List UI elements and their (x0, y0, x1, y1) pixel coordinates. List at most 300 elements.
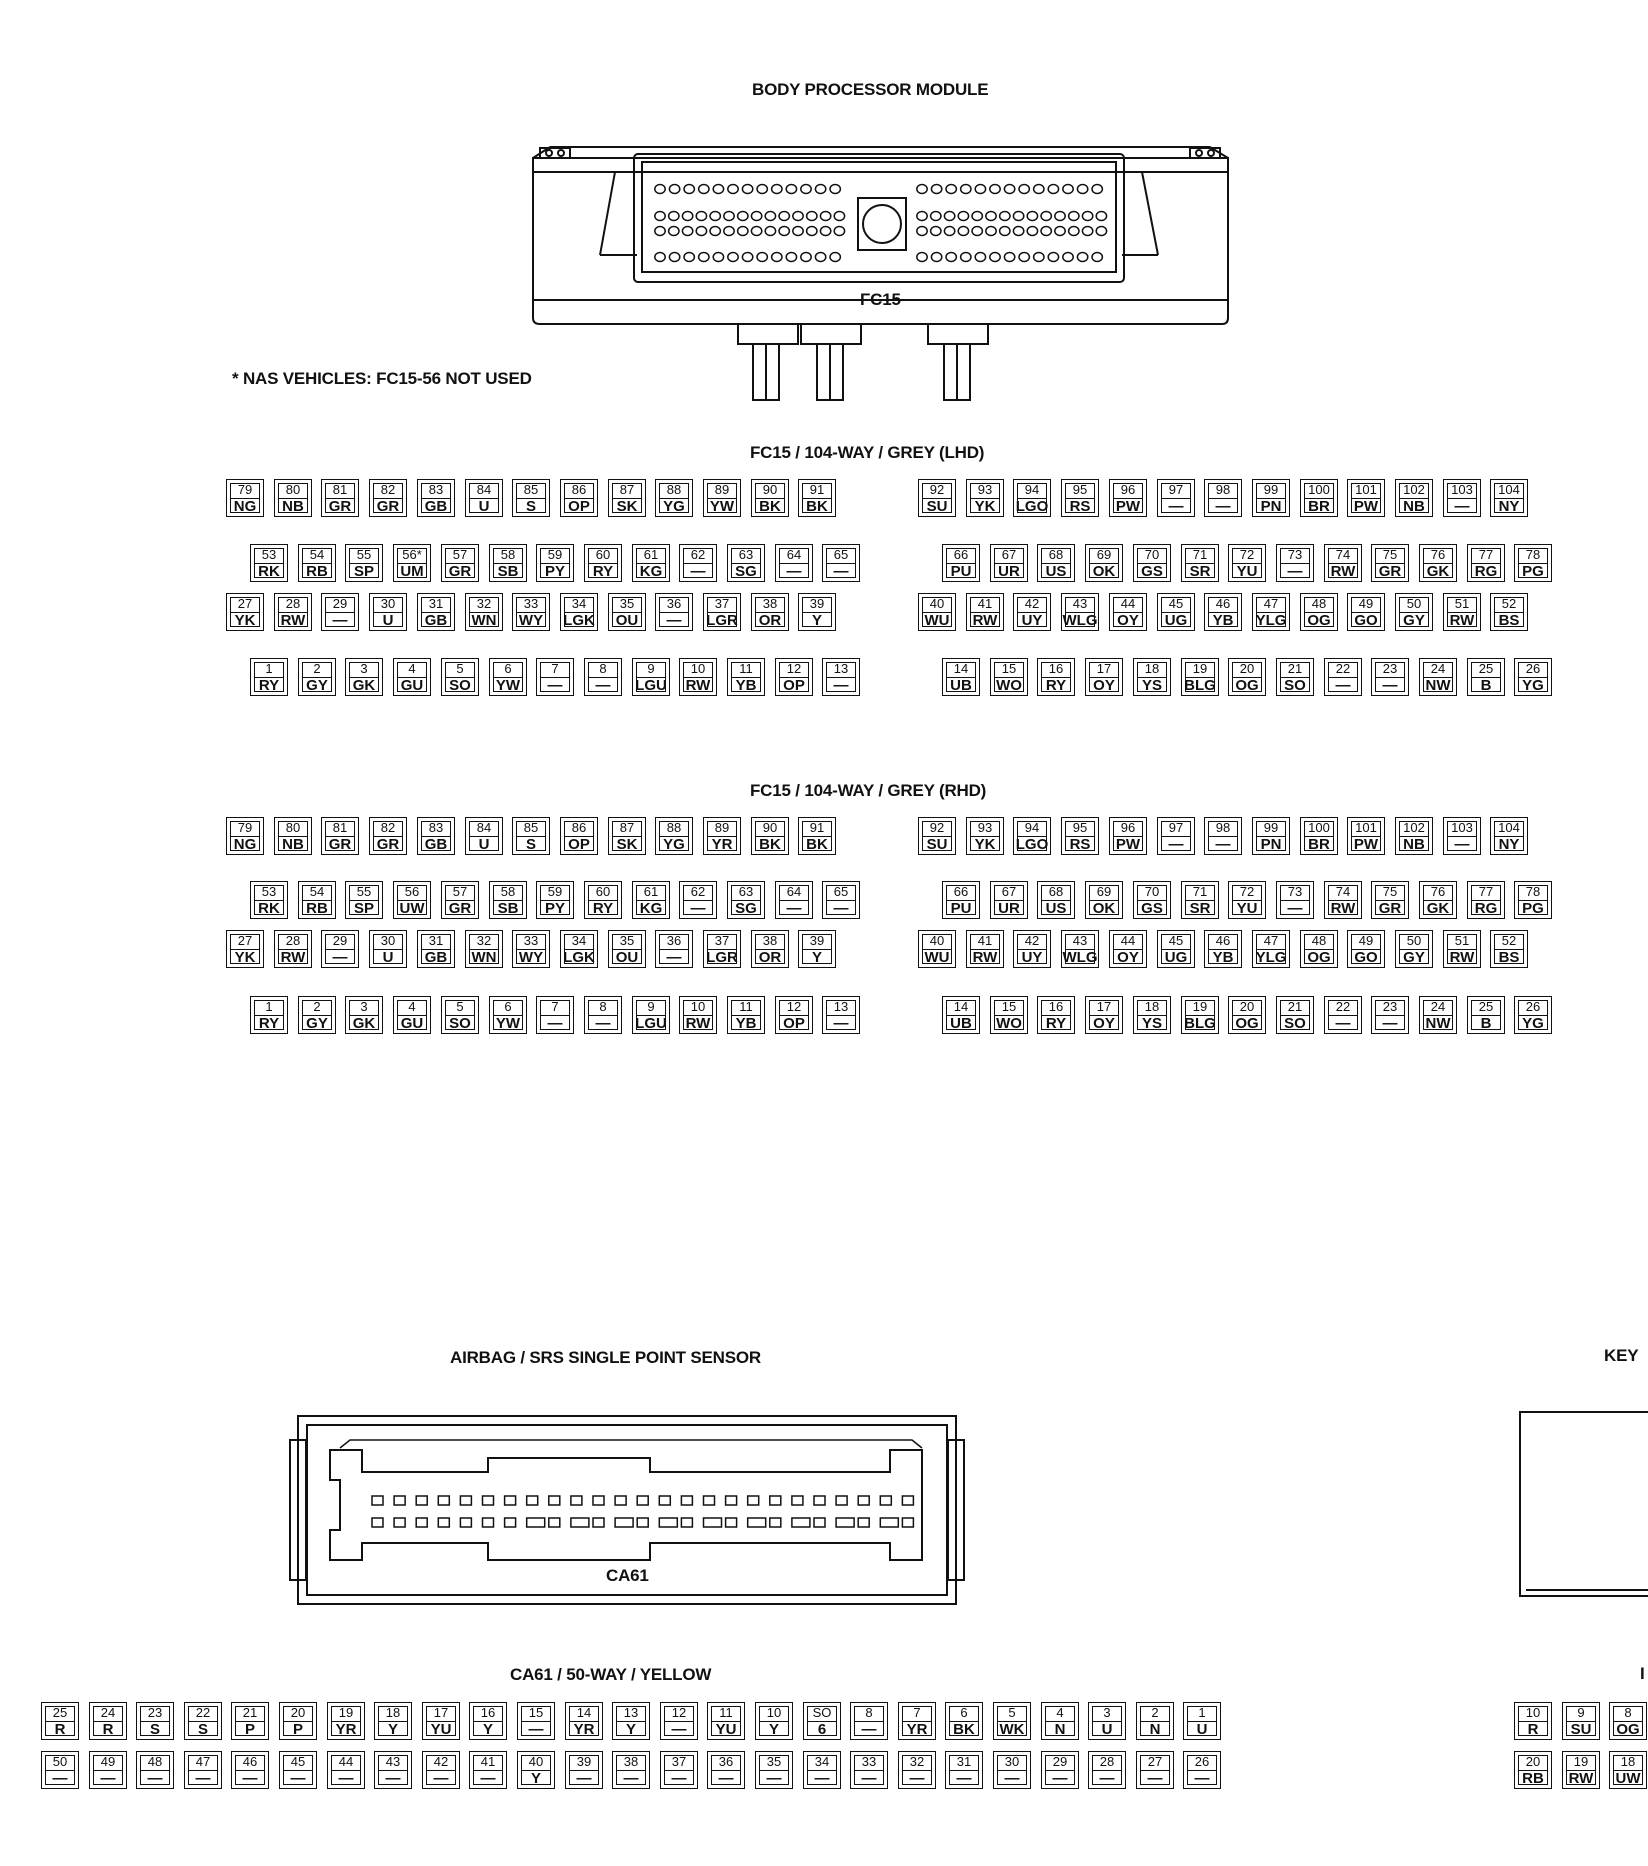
pin-cell (918, 817, 956, 855)
connector-pin-hole (958, 212, 968, 221)
pin-number: 96 (1120, 820, 1136, 835)
connector-pin-hole (1048, 185, 1058, 194)
pin-cell (369, 817, 407, 855)
pin-number: 12 (786, 661, 802, 676)
pin-cell (1204, 593, 1242, 631)
pin-cell (422, 1702, 460, 1740)
pin-number: 65 (833, 884, 849, 899)
pin-wire-color: WY (518, 949, 544, 966)
pin-wire-color: U (382, 949, 394, 966)
pin-wire-color: RW (280, 949, 306, 966)
pin-number: 32 (476, 933, 492, 948)
pin-cell (584, 996, 622, 1034)
pin-wire-color: — (1004, 1770, 1020, 1787)
pin-number: 39 (576, 1754, 592, 1769)
pin-wire-color: SO (449, 1015, 471, 1032)
connector-pin-hole (681, 1518, 692, 1527)
pin-wire-color: SK (616, 498, 638, 515)
pin-wire-color: OP (568, 498, 590, 515)
pin-cell (374, 1702, 412, 1740)
pin-number: 37 (714, 596, 730, 611)
pin-number: 31 (428, 596, 444, 611)
connector-pin-hole (1013, 227, 1023, 236)
pin-number: 56 (404, 884, 420, 899)
pin-wire-color: BLG (1184, 1015, 1216, 1032)
pin-number: 89 (714, 482, 730, 497)
pin-number: 4 (408, 661, 416, 676)
pin-number: 80 (285, 820, 301, 835)
pin-cell (632, 544, 670, 582)
pin-wire-color: N (1149, 1721, 1161, 1738)
pin-wire-color: BS (1498, 949, 1520, 966)
connector-pin-hole (710, 227, 720, 236)
connector-pin-hole (931, 185, 941, 194)
pin-number: 41 (977, 933, 993, 948)
pin-wire-color: P (244, 1721, 255, 1738)
pin-cell (703, 479, 741, 517)
pin-number: 72 (1239, 547, 1255, 562)
connector-pin-hole (738, 227, 748, 236)
pin-number: 26 (1525, 999, 1541, 1014)
pin-number: 19 (1192, 661, 1208, 676)
pin-number: 93 (977, 820, 993, 835)
pin-wire-color: — (242, 1770, 258, 1787)
connector-pin-hole (944, 212, 954, 221)
pin-number: 30 (380, 933, 396, 948)
pin-cell (345, 658, 383, 696)
connector-pin-hole (975, 253, 985, 262)
pin-cell (136, 1751, 174, 1789)
pin-cell (1324, 544, 1362, 582)
pin-wire-color: U (1101, 1721, 1113, 1738)
connector-pin-hole (1019, 253, 1029, 262)
pin-number: 88 (666, 482, 682, 497)
pin-cell (345, 996, 383, 1034)
pin-cell (226, 593, 264, 631)
pin-wire-color: SO (449, 677, 471, 694)
pin-cell (327, 1702, 365, 1740)
pin-cell (898, 1702, 936, 1740)
pin-cell (1371, 996, 1409, 1034)
pin-number: 62 (690, 547, 706, 562)
pin-number: 4 (408, 999, 416, 1014)
pin-wire-color: SO (1284, 1015, 1306, 1032)
pin-number: 25 (52, 1705, 68, 1720)
pin-number: 40 (929, 596, 945, 611)
pin-wire-color: LGK (563, 949, 595, 966)
pin-wire-color: GU (400, 677, 424, 694)
pin-number: 92 (929, 820, 945, 835)
pin-cell (465, 593, 503, 631)
pin-cell (231, 1702, 269, 1740)
pin-cell (1085, 544, 1123, 582)
connector-pin-hole (483, 1518, 494, 1527)
pin-number: 57 (452, 547, 468, 562)
pin-wire-color: UG (1164, 612, 1188, 629)
pin-wire-color: NB (282, 498, 304, 515)
pin-wire-color: — (690, 900, 706, 917)
pin-cell (775, 544, 813, 582)
connector-pin-hole (972, 227, 982, 236)
pin-cell (1514, 996, 1552, 1034)
connector-pin-hole (834, 212, 844, 221)
pin-number: 95 (1072, 820, 1088, 835)
pin-cell (707, 1751, 745, 1789)
pin-cell (1183, 1702, 1221, 1740)
connector-pin-hole (1034, 253, 1044, 262)
connector-pin-hole (527, 1518, 545, 1527)
pin-wire-color: — (833, 900, 849, 917)
pin-cell (1061, 930, 1099, 968)
pin-cell (279, 1751, 317, 1789)
pin-wire-color: PW (1115, 498, 1141, 515)
connector-pin-hole (990, 253, 1000, 262)
pin-wire-color: YS (1141, 1015, 1162, 1032)
connector-pin-hole (549, 1496, 560, 1505)
pin-cell (1013, 479, 1051, 517)
pin-wire-color: SB (497, 563, 519, 580)
pin-wire-color: — (1215, 836, 1231, 853)
pin-cell (1419, 996, 1457, 1034)
pin-wire-color: SG (735, 900, 757, 917)
pin-cell (660, 1702, 698, 1740)
pin-wire-color: — (623, 1770, 639, 1787)
pin-wire-color: WN (471, 949, 497, 966)
pin-wire-color: — (1335, 1015, 1351, 1032)
pin-cell (512, 817, 550, 855)
pin-number: 98 (1215, 482, 1231, 497)
connector-pin-hole (858, 1518, 869, 1527)
pin-cell (1276, 881, 1314, 919)
connector-pin-hole (416, 1496, 427, 1505)
pin-cell (1183, 1751, 1221, 1789)
pin-cell (1514, 658, 1552, 696)
connector-pin-hole (807, 227, 817, 236)
pin-cell (565, 1702, 603, 1740)
pin-number: 56* (402, 547, 422, 562)
pin-wire-color: YB (1212, 612, 1234, 629)
pin-wire-color: — (861, 1770, 877, 1787)
connector-pin-hole (655, 212, 665, 221)
pin-number: 61 (643, 884, 659, 899)
pin-number: 65 (833, 547, 849, 562)
connector-pin-hole (1096, 227, 1106, 236)
pin-cell (250, 544, 288, 582)
pin-number: 13 (833, 661, 849, 676)
pin-number: 17 (1096, 999, 1112, 1014)
pin-cell (1181, 881, 1219, 919)
pin-cell (321, 817, 359, 855)
pin-cell (1088, 1751, 1126, 1789)
pin-number: 57 (452, 884, 468, 899)
pin-wire-color: WK (999, 1721, 1025, 1738)
pin-number: 102 (1403, 820, 1425, 835)
pin-number: 73 (1287, 884, 1303, 899)
pin-cell (1347, 817, 1385, 855)
pin-cell (850, 1751, 888, 1789)
pin-cell (608, 479, 646, 517)
connector-pin-hole (724, 227, 734, 236)
pin-cell (422, 1751, 460, 1789)
pin-number: 43 (385, 1754, 401, 1769)
pin-number: 51 (1454, 596, 1470, 611)
pin-number: 7 (551, 999, 559, 1014)
pin-wire-color: U (1196, 1721, 1208, 1738)
pin-number: 23 (1382, 661, 1398, 676)
pin-cell (1609, 1751, 1647, 1789)
pin-number: 8 (599, 999, 607, 1014)
pin-wire-color: — (433, 1770, 449, 1787)
pin-wire-color: GB (424, 836, 448, 853)
pin-wire-color: RK (258, 563, 280, 580)
pin-number: 69 (1096, 547, 1112, 562)
pin-cell (803, 1702, 841, 1740)
connector-pin-hole (372, 1518, 383, 1527)
connector-pin-hole (394, 1496, 405, 1505)
pin-wire-color: NB (282, 836, 304, 853)
connector-pin-hole (713, 185, 723, 194)
pin-wire-color: KG (639, 900, 663, 917)
pin-number: 48 (1311, 933, 1327, 948)
pin-number: 28 (285, 933, 301, 948)
pin-number: 38 (762, 933, 778, 948)
pin-number: 68 (1048, 884, 1064, 899)
pin-cell (1490, 817, 1528, 855)
pin-cell (536, 658, 574, 696)
pin-number: 31 (956, 1754, 972, 1769)
pin-cell (727, 544, 765, 582)
pin-number: 101 (1355, 482, 1377, 497)
pin-wire-color: — (576, 1770, 592, 1787)
pin-wire-color: — (833, 563, 849, 580)
pin-number: 91 (809, 820, 825, 835)
pin-wire-color: LGO (1015, 498, 1049, 515)
pin-wire-color: GS (1141, 563, 1163, 580)
pin-wire-color: U (382, 612, 394, 629)
connector-pin-hole (1004, 185, 1014, 194)
pin-number: 21 (242, 1705, 258, 1720)
pin-cell (1300, 817, 1338, 855)
pin-cell (489, 996, 527, 1034)
connector-pin-hole (571, 1518, 589, 1527)
pin-number: 64 (786, 884, 802, 899)
pin-cell (1276, 658, 1314, 696)
pin-number: 99 (1263, 482, 1279, 497)
pin-wire-color: PG (1522, 563, 1544, 580)
pin-number: 76 (1430, 884, 1446, 899)
pin-number: 74 (1335, 884, 1351, 899)
pin-wire-color: PG (1522, 900, 1544, 917)
connector-pin-hole (460, 1518, 471, 1527)
pin-number: 14 (576, 1705, 592, 1720)
connector-pin-hole (615, 1496, 626, 1505)
lhd-title: FC15 / 104-WAY / GREY (LHD) (750, 443, 985, 462)
pin-number: 23 (147, 1705, 163, 1720)
connector-pin-hole (814, 1518, 825, 1527)
pin-wire-color: GU (400, 1015, 424, 1032)
pin-cell (393, 881, 431, 919)
pin-number: 37 (671, 1754, 687, 1769)
pin-cell (565, 1751, 603, 1789)
pin-number: 3 (360, 999, 368, 1014)
pin-wire-color: SB (497, 900, 519, 917)
pin-cell (655, 817, 693, 855)
pin-wire-color: P (292, 1721, 303, 1738)
pin-number: 1 (265, 999, 273, 1014)
pin-cell (1041, 1751, 1079, 1789)
pin-wire-color: RY (258, 1015, 280, 1032)
pin-wire-color: WO (996, 677, 1022, 694)
pin-number: 19 (1192, 999, 1208, 1014)
connector-pin-hole (659, 1496, 670, 1505)
pin-wire-color: R (1527, 1721, 1539, 1738)
connector-pin-hole (836, 1496, 847, 1505)
pin-wire-color: YG (663, 498, 685, 515)
pin-number: 28 (285, 596, 301, 611)
pin-wire-color: 6 (817, 1721, 827, 1738)
connector-pin-hole (1000, 212, 1010, 221)
pin-cell (1443, 930, 1481, 968)
pin-wire-color: — (100, 1770, 116, 1787)
pin-number: 23 (1382, 999, 1398, 1014)
pin-cell (822, 658, 860, 696)
pin-cell (369, 930, 407, 968)
connector-pin-hole (637, 1496, 648, 1505)
pin-number: 49 (1358, 596, 1374, 611)
pin-number: 46 (242, 1754, 258, 1769)
pin-cell (226, 479, 264, 517)
pin-cell (775, 658, 813, 696)
pin-number: 80 (285, 482, 301, 497)
pin-number: 18 (385, 1705, 401, 1720)
pin-wire-color: OR (758, 949, 782, 966)
pin-number: 90 (762, 482, 778, 497)
connector-pin-hole (770, 1518, 781, 1527)
pin-cell (274, 930, 312, 968)
pin-wire-color: BR (1308, 836, 1330, 853)
pin-cell (274, 817, 312, 855)
connector-pin-hole (1092, 253, 1102, 262)
pin-cell (1347, 930, 1385, 968)
pin-cell (226, 930, 264, 968)
pin-wire-color: OY (1117, 949, 1139, 966)
connector-pin-hole (986, 227, 996, 236)
pin-cell (393, 996, 431, 1034)
pin-wire-color: R (102, 1721, 114, 1738)
pin-wire-color: — (1168, 498, 1184, 515)
pin-cell (755, 1702, 793, 1740)
pin-cell (1228, 658, 1266, 696)
pin-cell (1562, 1702, 1600, 1740)
connector-pin-hole (972, 212, 982, 221)
pin-cell (679, 658, 717, 696)
pin-wire-color: GB (424, 949, 448, 966)
pin-wire-color: RY (1045, 1015, 1067, 1032)
pin-number: 59 (547, 547, 563, 562)
pin-number: 41 (977, 596, 993, 611)
pin-wire-color: — (547, 1015, 563, 1032)
pin-wire-color: OU (615, 612, 639, 629)
pin-number: 32 (909, 1754, 925, 1769)
pin-wire-color: LGO (1015, 836, 1049, 853)
pin-number: 10 (766, 1705, 782, 1720)
pin-wire-color: RB (306, 563, 328, 580)
pin-wire-color: — (1382, 1015, 1398, 1032)
pin-cell (321, 479, 359, 517)
pin-cell (512, 930, 550, 968)
pin-number: 103 (1451, 820, 1473, 835)
connector-pin-hole (814, 1496, 825, 1505)
pin-cell (231, 1751, 269, 1789)
pin-number: 83 (428, 820, 444, 835)
pin-cell (1109, 930, 1147, 968)
pin-wire-color: RW (972, 612, 998, 629)
pin-number: 28 (1099, 1754, 1115, 1769)
pin-cell (966, 593, 1004, 631)
pin-number: 18 (1144, 999, 1160, 1014)
pin-cell (374, 1751, 412, 1789)
connector-pin-hole (917, 253, 927, 262)
pin-number: 13 (623, 1705, 639, 1720)
pin-wire-color: GR (1378, 563, 1402, 580)
connector-pin-hole (958, 227, 968, 236)
connector-pin-hole (549, 1518, 560, 1527)
pin-number: 9 (1577, 1705, 1585, 1720)
pin-wire-color: YR (711, 836, 733, 853)
pin-wire-color: SG (735, 563, 757, 580)
pin-wire-color: PN (1260, 498, 1282, 515)
pin-wire-color: RW (280, 612, 306, 629)
pin-cell (608, 930, 646, 968)
connector-pin-hole (1013, 212, 1023, 221)
pin-wire-color: GK (352, 1015, 376, 1032)
pin-number: 38 (762, 596, 778, 611)
pin-wire-color: — (1215, 498, 1231, 515)
pin-number: 69 (1096, 884, 1112, 899)
pin-cell (489, 658, 527, 696)
pin-cell (632, 658, 670, 696)
pin-wire-color: — (480, 1770, 496, 1787)
pin-number: 29 (1052, 1754, 1068, 1769)
pin-cell (1514, 881, 1552, 919)
pin-number: 40 (528, 1754, 544, 1769)
connector-pin-hole (946, 185, 956, 194)
pin-cell (1276, 996, 1314, 1034)
pin-number: 7 (913, 1705, 921, 1720)
pin-number: 97 (1168, 820, 1184, 835)
pin-wire-color: OP (568, 836, 590, 853)
pin-wire-color: PN (1260, 836, 1282, 853)
pin-number: 67 (1001, 547, 1017, 562)
pin-number: 40 (929, 933, 945, 948)
pin-cell (942, 881, 980, 919)
pin-number: 43 (1072, 596, 1088, 611)
pin-cell (990, 544, 1028, 582)
connector-pin-hole (669, 185, 679, 194)
pin-wire-color: YLG (1255, 612, 1287, 629)
pin-cell (898, 1751, 936, 1789)
pin-cell (918, 593, 956, 631)
connector-pin-hole (1048, 253, 1058, 262)
pin-cell (727, 881, 765, 919)
pin-number: 54 (309, 547, 325, 562)
pin-cell (1252, 930, 1290, 968)
pin-number: 35 (619, 596, 635, 611)
connector-pin-hole (748, 1496, 759, 1505)
pin-cell (1324, 996, 1362, 1034)
pin-wire-color: RW (1449, 949, 1475, 966)
key-title: KEY (1604, 1346, 1639, 1365)
